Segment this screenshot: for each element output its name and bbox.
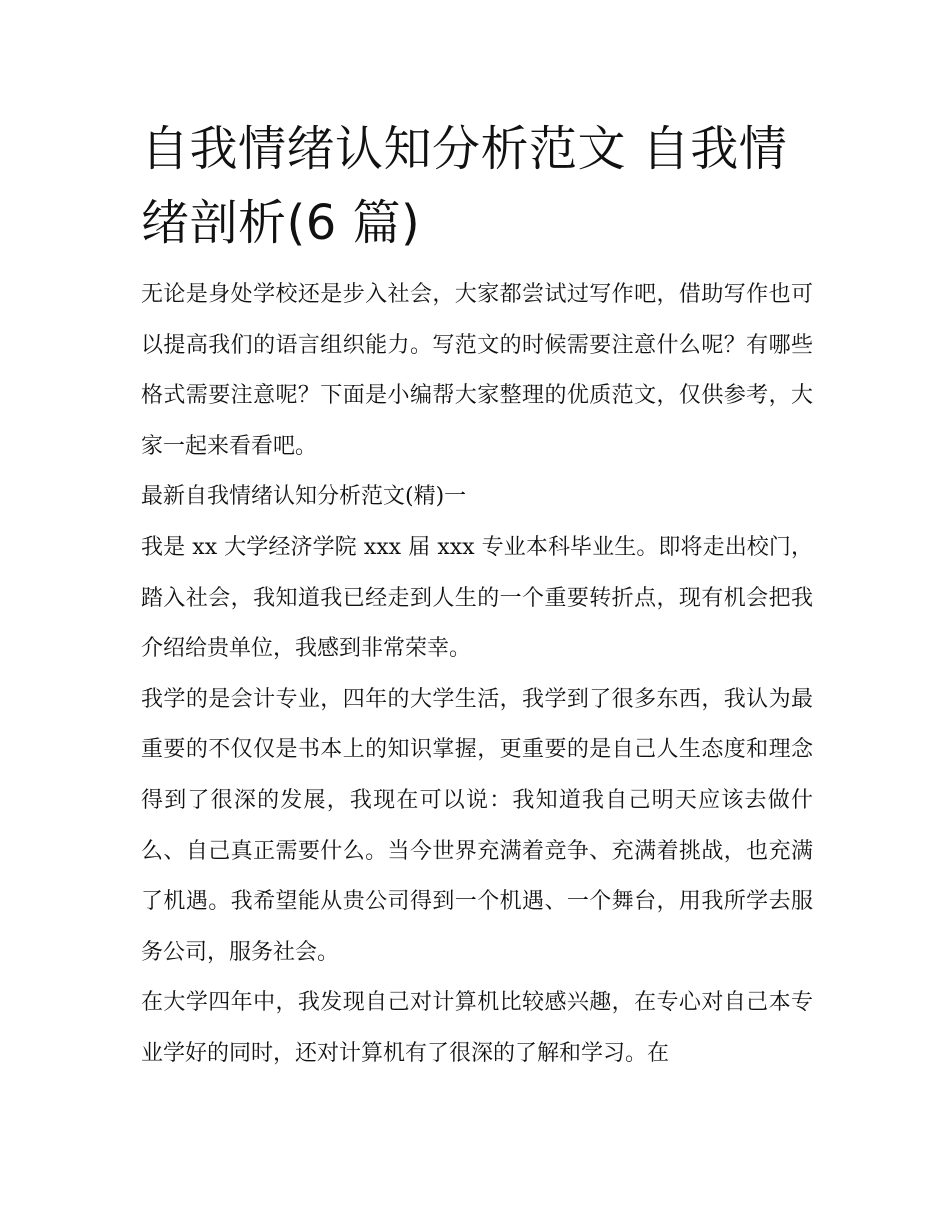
body-paragraph-1: 我是 xx 大学经济学院 xxx 届 xxx 专业本科毕业生。即将走出校门，踏入社会，我知道我已经走到人生的一个重要转折点，现有机会把我介绍给贵单位，我感到非常荣幸。	[141, 534, 813, 662]
document-body	[141, 112, 813, 1080]
body-paragraph-3: 在大学四年中，我发现自己对计算机比较感兴趣，在专心对自己本专业学好的同时，还对计算机有了很深的了解和学习。在	[141, 990, 813, 1066]
section-heading: 最新自我情绪认知分析范文(精)一	[141, 484, 467, 510]
body-paragraph-2: 我学的是会计专业，四年的大学生活，我学到了很多东西，我认为最重要的不仅仅是书本上的知识掌握，更重要的是自己人生态度和理念得到了很深的发展，我现在可以说：我知道我自己明天应该去做什么、自己真正需要什么。当今世界充满着竞争、充满着挑战，也充满了机遇。我希望能从贵公司得到一个机遇、一个舞台，用我所学去服务公司，服务社会。	[141, 686, 813, 965]
document-title: 自我情绪认知分析范文 自我情绪剖析(6 篇)	[141, 121, 788, 251]
intro-paragraph: 无论是身处学校还是步入社会，大家都尝试过写作吧，借助写作也可以提高我们的语言组织能力。写范文的时候需要注意什么呢？有哪些格式需要注意呢？下面是小编帮大家整理的优质范文，仅供参考，大家一起来看看吧。	[141, 282, 813, 459]
